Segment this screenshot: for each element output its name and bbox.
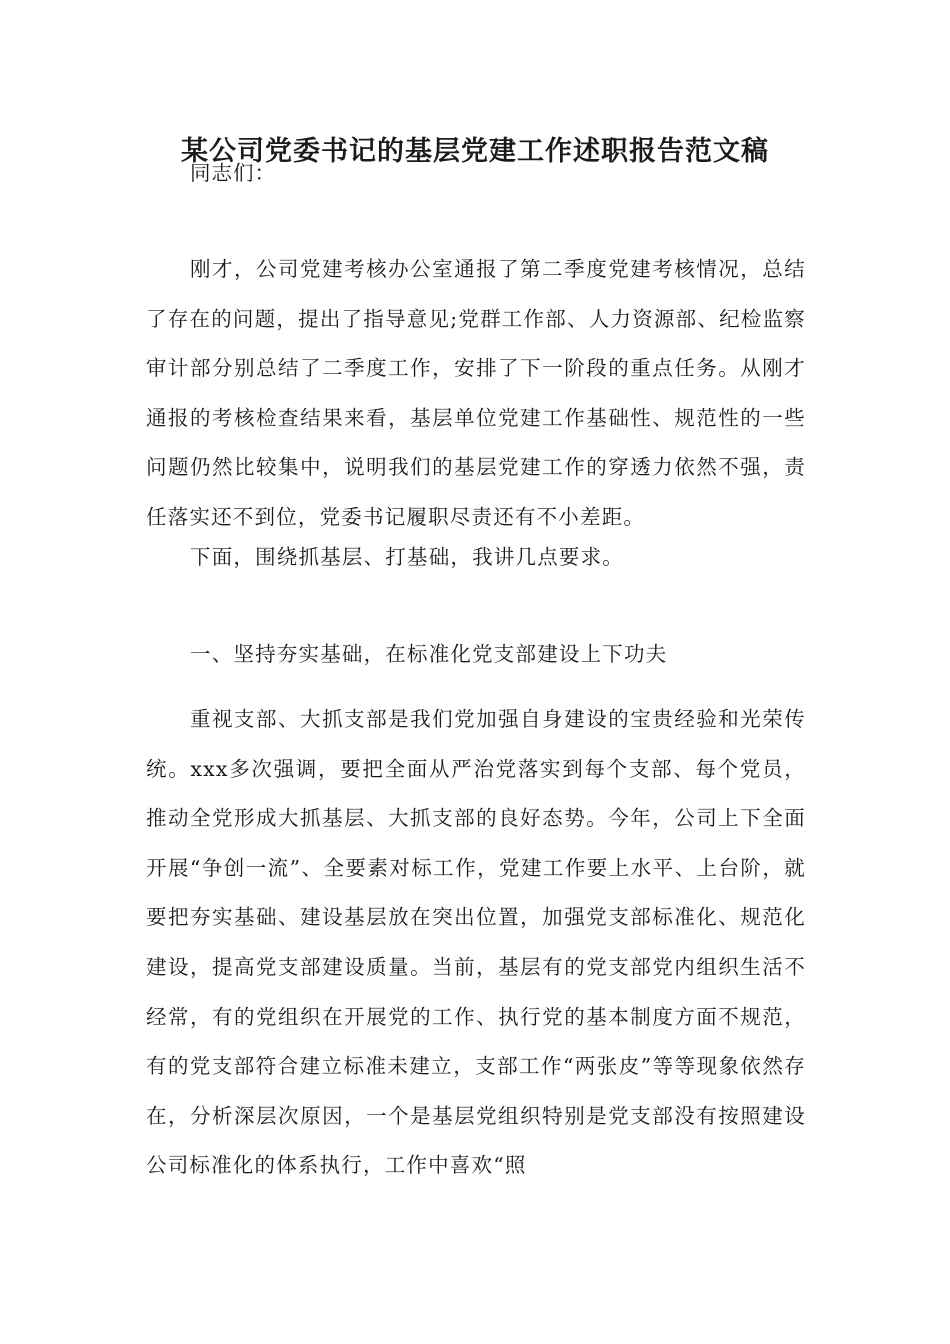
paragraph-section-1-body: 重视支部、大抓支部是我们党加强自身建设的宝贵经验和光荣传统。xxx多次强调，要把全面从严治党落实到每个支部、每个党员，推动全党形成大抓基层、大抓支部的良好态势。今年，公司上下全面开展“争创一流”、全要素对标工作，党建工作要上水平、上台阶，就要把夯实基础、建设基层放在突出位置，加强党支部标准化、规范化建设，提高党支部建设质量。当前，基层有的党支部党内组织生活不经常，有的党组织在开展党的工作、执行党的基本制度方面不规范，有的党支部符合建立标准未建立，支部工作“两张皮”等等现象依然存在，分析深层次原因，一个是基层党组织特别是党支部没有按照建设公司标准化的体系执行，工作中喜欢“照 <box>146 707 806 1178</box>
greeting <box>146 153 806 193</box>
paragraph-opening: 刚才，公司党建考核办公室通报了第二季度党建考核情况，总结了存在的问题，提出了指导意见;党群工作部、人力资源部、纪检监察审计部分别总结了二季度工作，安排了下一阶段的重点任务。从刚才通报的考核检查结果来看，基层单位党建工作基础性、规范性的一些问题仍然比较集中，说明我们的基层党建工作的穿透力依然不强，责任落实还不到位，党委书记履职尽责还有不小差距。 <box>146 257 806 529</box>
section-heading-1: 一、坚持夯实基础，在标准化党支部建设上下功夫 <box>190 642 668 666</box>
document-title: 某公司党委书记的基层党建工作述职报告范文稿 <box>181 136 769 167</box>
paragraph-intro-requirements: 下面，围绕抓基层、打基础，我讲几点要求。 <box>190 545 624 569</box>
greeting-text: 同志们： <box>190 161 276 185</box>
